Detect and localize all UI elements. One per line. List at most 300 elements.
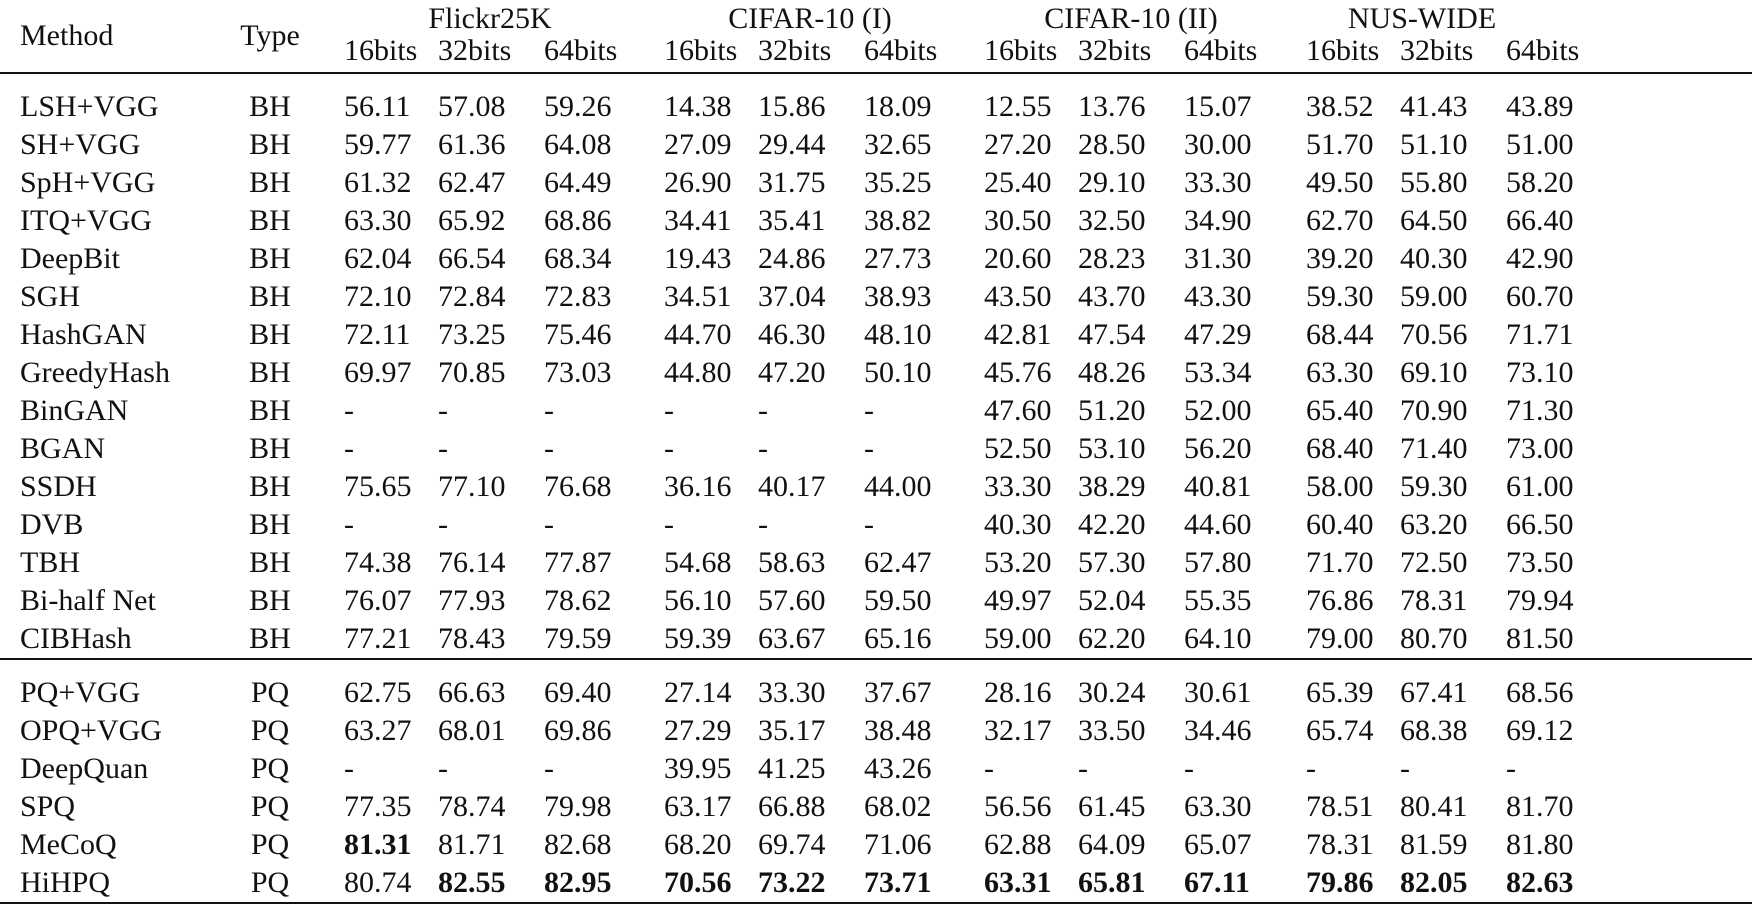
value-cell: 27.14 [650, 659, 758, 712]
type-cell: BH [249, 622, 291, 655]
value-cell: 66.40 [1506, 204, 1574, 237]
type-cell: BH [249, 356, 291, 389]
value-cell: 38.52 [1292, 73, 1400, 126]
value-cell: 68.40 [1306, 432, 1374, 465]
value-cell: 54.68 [664, 546, 732, 579]
value-cell: 34.46 [1184, 714, 1252, 747]
value-cell: 65.92 [438, 204, 506, 237]
value-cell: 43.26 [864, 752, 932, 785]
value-cell: 65.07 [1184, 828, 1252, 861]
value-cell: 42.90 [1506, 242, 1574, 275]
group-header-nus-wide: NUS-WIDE [1347, 2, 1497, 35]
value-cell: 69.97 [344, 356, 412, 389]
table-row [0, 392, 1752, 430]
value-cell: 63.67 [758, 622, 826, 655]
type-cell: PQ [210, 864, 330, 903]
value-cell: 62.75 [330, 659, 438, 712]
type-cell: BH [249, 242, 291, 275]
table-row [0, 202, 1752, 240]
value-cell: 70.90 [1400, 394, 1468, 427]
value-cell: 62.20 [1078, 622, 1146, 655]
value-cell: 59.26 [544, 73, 650, 126]
value-cell: 29.10 [1078, 166, 1146, 199]
method-cell: SpH+VGG [20, 166, 156, 199]
value-cell: - [758, 508, 768, 541]
type-cell: PQ [250, 790, 290, 823]
value-cell: 35.25 [864, 166, 932, 199]
value-cell: 73.71 [864, 864, 970, 903]
value-cell: 48.10 [864, 318, 932, 351]
value-cell: 39.20 [1306, 242, 1374, 275]
value-cell: - [758, 394, 768, 427]
value-cell: 81.31 [344, 828, 412, 861]
value-cell: 32.17 [984, 714, 1052, 747]
value-cell: 44.00 [864, 470, 932, 503]
value-cell: 38.29 [1078, 470, 1146, 503]
value-cell: 44.70 [664, 318, 732, 351]
value-cell: 68.02 [864, 790, 932, 823]
value-cell: 76.07 [344, 584, 412, 617]
value-cell: 75.65 [344, 470, 412, 503]
value-cell: - [344, 432, 354, 465]
table-body [0, 73, 1752, 903]
value-cell: 69.12 [1506, 714, 1574, 747]
value-cell: - [758, 432, 768, 465]
type-cell: BH [249, 546, 291, 579]
value-cell: 33.30 [758, 659, 864, 712]
bits-header: 16bits [984, 34, 1058, 67]
value-cell: 78.31 [1400, 584, 1468, 617]
value-cell: 13.76 [1078, 73, 1184, 126]
value-cell: - [544, 432, 554, 465]
value-cell: 67.11 [1184, 864, 1292, 903]
table-row [0, 659, 1752, 712]
table-row [0, 544, 1752, 582]
value-cell: 64.09 [1078, 828, 1146, 861]
method-cell: BinGAN [20, 394, 129, 427]
value-cell: 77.87 [544, 546, 612, 579]
value-cell: 38.82 [864, 204, 932, 237]
method-cell: SPQ [20, 790, 76, 823]
type-cell: BH [249, 128, 291, 161]
value-cell: 36.16 [664, 470, 732, 503]
value-cell: 57.30 [1078, 546, 1146, 579]
bits-header: 64bits [1184, 34, 1258, 67]
value-cell: 56.20 [1184, 432, 1252, 465]
table-row [0, 164, 1752, 202]
method-cell: BGAN [20, 432, 106, 465]
value-cell: 40.30 [984, 508, 1052, 541]
value-cell: 41.25 [758, 752, 826, 785]
value-cell: 63.17 [664, 790, 732, 823]
value-cell: 70.56 [1400, 318, 1468, 351]
value-cell: 64.10 [1184, 622, 1252, 655]
value-cell: 33.30 [1184, 166, 1252, 199]
table-row [0, 316, 1752, 354]
value-cell: 61.36 [438, 128, 506, 161]
value-cell: 44.80 [664, 356, 732, 389]
value-cell: 50.10 [864, 356, 932, 389]
group-header-cifar10-ii: CIFAR-10 (II) [1044, 2, 1218, 35]
value-cell: 78.31 [1306, 828, 1374, 861]
value-cell: 61.45 [1078, 790, 1146, 823]
type-cell: PQ [250, 828, 290, 861]
value-cell: 69.10 [1400, 356, 1468, 389]
method-cell: MeCoQ [20, 828, 117, 861]
value-cell: 57.80 [1184, 546, 1252, 579]
value-cell: - [344, 752, 354, 785]
method-cell: DeepQuan [20, 752, 149, 785]
value-cell: 77.93 [438, 584, 506, 617]
method-cell: SGH [20, 280, 81, 313]
value-cell: 68.01 [438, 714, 506, 747]
value-cell: 30.61 [1184, 659, 1292, 712]
value-cell: 79.86 [1292, 864, 1400, 903]
value-cell: 55.35 [1184, 584, 1252, 617]
table-row [0, 582, 1752, 620]
value-cell: 69.74 [758, 828, 826, 861]
method-cell: SH+VGG [20, 128, 141, 161]
value-cell: 72.10 [344, 280, 412, 313]
bits-header: 16bits [1306, 34, 1380, 67]
method-cell: Bi-half Net [20, 584, 156, 617]
bits-header: 64bits [1506, 34, 1580, 67]
value-cell: 71.71 [1506, 318, 1574, 351]
type-cell: BH [249, 394, 291, 427]
value-cell: 67.41 [1400, 659, 1506, 712]
value-cell: 58.00 [1306, 470, 1374, 503]
method-cell: DVB [20, 508, 84, 541]
value-cell: 44.60 [1184, 508, 1252, 541]
table-row [0, 864, 1752, 903]
value-cell: - [864, 432, 874, 465]
value-cell: 77.21 [344, 622, 412, 655]
value-cell: 59.00 [984, 622, 1052, 655]
value-cell: 81.71 [438, 828, 506, 861]
value-cell: 71.30 [1506, 394, 1574, 427]
value-cell: 56.10 [664, 584, 732, 617]
value-cell: 59.00 [1400, 280, 1468, 313]
type-cell: BH [249, 432, 291, 465]
value-cell: 38.93 [864, 280, 932, 313]
value-cell: 81.80 [1506, 828, 1574, 861]
value-cell: 33.30 [984, 470, 1052, 503]
value-cell: 82.63 [1506, 864, 1552, 903]
type-cell: BH [249, 508, 291, 541]
value-cell: 51.70 [1306, 128, 1374, 161]
value-cell: 81.59 [1400, 828, 1468, 861]
value-cell: 65.39 [1292, 659, 1400, 712]
type-cell: BH [249, 280, 291, 313]
value-cell: 52.04 [1078, 584, 1146, 617]
bits-header: 16bits [664, 34, 738, 67]
method-cell: DeepBit [20, 242, 120, 275]
value-cell: 75.46 [544, 318, 612, 351]
value-cell: 78.62 [544, 584, 612, 617]
value-cell: 28.16 [970, 659, 1078, 712]
value-cell: 47.60 [984, 394, 1052, 427]
value-cell: 27.09 [664, 128, 732, 161]
method-header: Method [20, 19, 114, 52]
value-cell: - [664, 432, 674, 465]
type-header: Type [240, 19, 300, 52]
value-cell: 28.23 [1078, 242, 1146, 275]
value-cell: 57.08 [438, 73, 544, 126]
value-cell: 46.30 [758, 318, 826, 351]
value-cell: 32.65 [864, 128, 932, 161]
value-cell: 31.30 [1184, 242, 1252, 275]
value-cell: 68.34 [544, 242, 612, 275]
type-cell: PQ [250, 752, 290, 785]
value-cell: 68.38 [1400, 714, 1468, 747]
value-cell: 47.29 [1184, 318, 1252, 351]
value-cell: 78.43 [438, 622, 506, 655]
table-row [0, 750, 1752, 788]
value-cell: 61.32 [344, 166, 412, 199]
value-cell: 52.00 [1184, 394, 1252, 427]
value-cell: 81.50 [1506, 622, 1574, 655]
value-cell: 43.70 [1078, 280, 1146, 313]
value-cell: 71.40 [1400, 432, 1468, 465]
value-cell: 74.38 [344, 546, 412, 579]
value-cell: 79.94 [1506, 584, 1574, 617]
value-cell: - [984, 752, 994, 785]
value-cell: 63.30 [1184, 790, 1252, 823]
value-cell: 27.29 [664, 714, 732, 747]
value-cell: 68.86 [544, 204, 612, 237]
value-cell: 34.90 [1184, 204, 1252, 237]
value-cell: 37.04 [758, 280, 826, 313]
table-row [0, 620, 1752, 659]
table-row [0, 354, 1752, 392]
bits-header: 32bits [438, 34, 512, 67]
value-cell: 72.83 [544, 280, 612, 313]
value-cell: 82.95 [544, 864, 650, 903]
value-cell: 59.30 [1306, 280, 1374, 313]
method-cell: HashGAN [20, 318, 147, 351]
value-cell: 47.20 [758, 356, 826, 389]
value-cell: 34.51 [664, 280, 732, 313]
value-cell: 51.00 [1506, 128, 1574, 161]
value-cell: 40.81 [1184, 470, 1252, 503]
method-cell: LSH+VGG [0, 73, 210, 126]
value-cell: 78.51 [1306, 790, 1374, 823]
value-cell: - [864, 508, 874, 541]
value-cell: 63.31 [970, 864, 1078, 903]
value-cell: 66.88 [758, 790, 826, 823]
value-cell: 82.05 [1400, 864, 1506, 903]
value-cell: 51.10 [1400, 128, 1468, 161]
value-cell: 63.20 [1400, 508, 1468, 541]
header-row-groups [0, 0, 1752, 34]
value-cell: - [438, 394, 448, 427]
value-cell: 57.60 [758, 584, 826, 617]
value-cell: 80.41 [1400, 790, 1468, 823]
value-cell: 34.41 [664, 204, 732, 237]
value-cell: 64.49 [544, 166, 612, 199]
value-cell: 79.00 [1306, 622, 1374, 655]
value-cell: 65.81 [1078, 864, 1184, 903]
value-cell: 43.30 [1184, 280, 1252, 313]
value-cell: 66.54 [438, 242, 506, 275]
value-cell: 63.27 [344, 714, 412, 747]
value-cell: 78.74 [438, 790, 506, 823]
value-cell: 25.40 [984, 166, 1052, 199]
bits-header: 32bits [1400, 34, 1474, 67]
value-cell: 59.77 [344, 128, 412, 161]
table-row [0, 506, 1752, 544]
value-cell: 48.26 [1078, 356, 1146, 389]
value-cell: - [1506, 752, 1517, 785]
value-cell: 80.70 [1400, 622, 1468, 655]
method-cell: SSDH [20, 470, 97, 503]
bits-header: 32bits [1078, 34, 1152, 67]
value-cell: - [438, 752, 448, 785]
value-cell: - [864, 394, 874, 427]
value-cell: 26.90 [664, 166, 732, 199]
value-cell: 53.20 [984, 546, 1052, 579]
bits-header: 64bits [544, 34, 618, 67]
value-cell: 69.40 [544, 659, 650, 712]
value-cell: 65.40 [1306, 394, 1374, 427]
value-cell: 29.44 [758, 128, 826, 161]
value-cell: 52.50 [984, 432, 1052, 465]
method-cell: PQ+VGG [0, 659, 210, 712]
value-cell: 37.67 [864, 659, 970, 712]
bits-header: 64bits [864, 34, 938, 67]
bits-header: 32bits [758, 34, 832, 67]
value-cell: 68.44 [1306, 318, 1374, 351]
value-cell: 70.85 [438, 356, 506, 389]
value-cell: 63.30 [344, 204, 412, 237]
value-cell: 72.50 [1400, 546, 1468, 579]
value-cell: 45.76 [984, 356, 1052, 389]
value-cell: 58.20 [1506, 166, 1574, 199]
method-cell: CIBHash [20, 622, 132, 655]
value-cell: 60.40 [1306, 508, 1374, 541]
value-cell: 20.60 [984, 242, 1052, 275]
type-cell: BH [249, 584, 291, 617]
bits-header: 16bits [344, 34, 418, 67]
value-cell: 73.22 [758, 864, 864, 903]
value-cell: 68.20 [664, 828, 732, 861]
method-cell: GreedyHash [20, 356, 170, 389]
table-row [0, 712, 1752, 750]
value-cell: 62.47 [438, 166, 506, 199]
value-cell: 73.25 [438, 318, 506, 351]
value-cell: 40.17 [758, 470, 826, 503]
value-cell: 62.88 [984, 828, 1052, 861]
value-cell: 15.86 [758, 73, 864, 126]
value-cell: 65.16 [864, 622, 932, 655]
value-cell: 70.56 [650, 864, 758, 903]
table-row [0, 240, 1752, 278]
value-cell: 61.00 [1506, 470, 1574, 503]
table-row [0, 126, 1752, 164]
value-cell: 56.56 [984, 790, 1052, 823]
value-cell: 66.63 [438, 659, 544, 712]
value-cell: - [1306, 752, 1317, 785]
value-cell: 79.98 [544, 790, 612, 823]
method-cell: OPQ+VGG [20, 714, 162, 747]
value-cell: 27.20 [984, 128, 1052, 161]
value-cell: 49.97 [984, 584, 1052, 617]
value-cell: 81.70 [1506, 790, 1574, 823]
value-cell: 55.80 [1400, 166, 1468, 199]
value-cell: 80.74 [330, 864, 438, 903]
value-cell: - [344, 508, 354, 541]
method-cell: HiHPQ [0, 864, 210, 903]
value-cell: 65.74 [1306, 714, 1374, 747]
value-cell: 62.47 [864, 546, 932, 579]
value-cell: 12.55 [970, 73, 1078, 126]
value-cell: - [438, 432, 448, 465]
value-cell: 30.00 [1184, 128, 1252, 161]
value-cell: 76.14 [438, 546, 506, 579]
value-cell: 53.34 [1184, 356, 1252, 389]
value-cell: - [1184, 752, 1194, 785]
value-cell: - [438, 508, 448, 541]
value-cell: 43.50 [984, 280, 1052, 313]
value-cell: 35.41 [758, 204, 826, 237]
method-cell: ITQ+VGG [20, 204, 152, 237]
type-cell: BH [249, 166, 291, 199]
value-cell: 79.59 [544, 622, 612, 655]
value-cell: 40.30 [1400, 242, 1468, 275]
value-cell: - [544, 752, 554, 785]
value-cell: 31.75 [758, 166, 826, 199]
type-cell: PQ [250, 714, 290, 747]
value-cell: 59.39 [664, 622, 732, 655]
value-cell: 72.11 [344, 318, 411, 351]
value-cell: 64.08 [544, 128, 612, 161]
value-cell: 58.63 [758, 546, 826, 579]
value-cell: 59.30 [1400, 470, 1468, 503]
type-cell: BH [249, 470, 291, 503]
value-cell: 64.50 [1400, 204, 1468, 237]
type-cell: PQ [210, 659, 330, 712]
value-cell: 73.00 [1506, 432, 1574, 465]
type-cell: BH [249, 204, 291, 237]
value-cell: 73.50 [1506, 546, 1574, 579]
value-cell: 15.07 [1184, 73, 1292, 126]
value-cell: 73.03 [544, 356, 612, 389]
value-cell: 30.24 [1078, 659, 1184, 712]
value-cell: 19.43 [664, 242, 732, 275]
value-cell: 73.10 [1506, 356, 1574, 389]
value-cell: 56.11 [330, 73, 438, 126]
value-cell: 35.17 [758, 714, 826, 747]
table-row [0, 468, 1752, 506]
value-cell: - [1078, 752, 1088, 785]
value-cell: 41.43 [1400, 73, 1506, 126]
value-cell: 82.55 [438, 864, 544, 903]
value-cell: 68.56 [1506, 659, 1552, 712]
value-cell: 14.38 [650, 73, 758, 126]
value-cell: 33.50 [1078, 714, 1146, 747]
value-cell: 38.48 [864, 714, 932, 747]
table-row [0, 278, 1752, 316]
value-cell: 69.86 [544, 714, 612, 747]
value-cell: 72.84 [438, 280, 506, 313]
value-cell: 42.81 [984, 318, 1052, 351]
value-cell: 32.50 [1078, 204, 1146, 237]
value-cell: 71.70 [1306, 546, 1374, 579]
group-header-cifar10-i: CIFAR-10 (I) [728, 2, 892, 35]
value-cell: 27.73 [864, 242, 932, 275]
value-cell: 47.54 [1078, 318, 1146, 351]
value-cell: 53.10 [1078, 432, 1146, 465]
